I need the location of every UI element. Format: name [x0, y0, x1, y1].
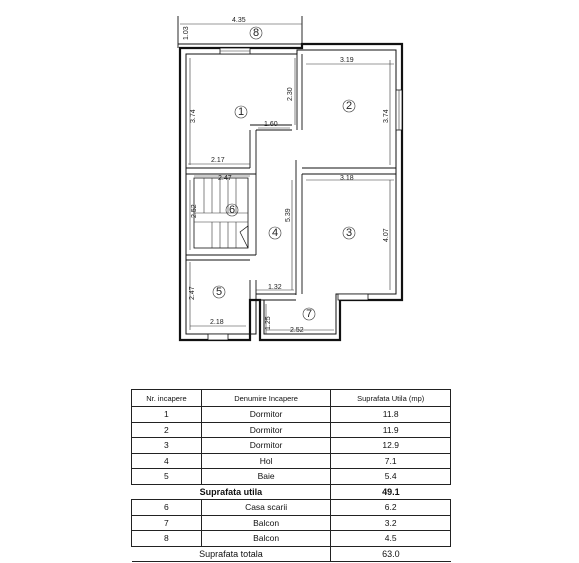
dim-3-19: 3.19: [340, 57, 354, 64]
cell-name: Casa scarii: [201, 500, 331, 516]
table-row: [132, 469, 451, 485]
cell-area: 3.2: [331, 515, 451, 531]
table-row: [132, 438, 451, 454]
summary-useful-value: 49.1: [331, 484, 451, 500]
cell-name: Dormitor: [201, 422, 331, 438]
cell-name: Dormitor: [201, 407, 331, 423]
dim-2-18: 2.18: [210, 319, 224, 326]
cell-nr: 3: [132, 438, 202, 454]
dim-2-52-bottom: 2.52: [290, 327, 304, 334]
dim-2-52: 2.52: [191, 204, 198, 218]
header-name: Denumire Incapere: [201, 390, 331, 407]
cell-nr: 4: [132, 453, 202, 469]
cell-nr: 7: [132, 515, 202, 531]
cell-name: Balcon: [201, 515, 331, 531]
room-3-number: 3: [345, 227, 353, 239]
table-header-row: [132, 390, 451, 407]
cell-nr: 8: [132, 531, 202, 547]
cell-nr: 5: [132, 469, 202, 485]
dim-4-07: 4.07: [383, 228, 390, 242]
table-row: [132, 515, 451, 531]
cell-area: 11.8: [331, 407, 451, 423]
cell-area: 12.9: [331, 438, 451, 454]
cell-nr: 1: [132, 407, 202, 423]
dim-1-03: 1.03: [183, 26, 190, 40]
dim-2-17: 2.17: [211, 157, 225, 164]
cell-area: 4.5: [331, 531, 451, 547]
dim-3-74-left: 3.74: [190, 109, 197, 123]
room-8-number: 8: [252, 27, 260, 39]
table-row: [132, 407, 451, 423]
summary-useful-row: [132, 484, 451, 500]
cell-area: 7.1: [331, 453, 451, 469]
dimension-labels: [183, 17, 390, 334]
cell-name: Hol: [201, 453, 331, 469]
table-row: [132, 453, 451, 469]
dim-1-25: 1.25: [265, 316, 272, 330]
room-5-number: 5: [215, 286, 223, 298]
dim-3-18: 3.18: [340, 175, 354, 182]
room-4-number: 4: [271, 227, 279, 239]
dim-2-30: 2.30: [287, 87, 294, 101]
dim-3-74-right: 3.74: [383, 109, 390, 123]
cell-area: 6.2: [331, 500, 451, 516]
cell-name: Dormitor: [201, 438, 331, 454]
room-1-number: 1: [237, 106, 245, 118]
cell-name: Balcon: [201, 531, 331, 547]
summary-total-value: 63.0: [331, 546, 451, 562]
summary-total-row: [132, 546, 451, 562]
cell-name: Baie: [201, 469, 331, 485]
cell-nr: 2: [132, 422, 202, 438]
table-row: [132, 531, 451, 547]
room-markers: [213, 27, 355, 320]
table-row: [132, 422, 451, 438]
dim-5-39: 5.39: [285, 208, 292, 222]
dim-1-32: 1.32: [268, 284, 282, 291]
summary-total-label: Suprafata totala: [132, 546, 331, 562]
dim-4-35: 4.35: [232, 17, 246, 24]
dim-2-47-top: 2.47: [218, 175, 232, 182]
table-row: [132, 500, 451, 516]
cell-area: 11.9: [331, 422, 451, 438]
header-nr: Nr. incapere: [132, 390, 202, 407]
header-area: Suprafata Utila (mp): [331, 390, 451, 407]
summary-useful-label: Suprafata utila: [132, 484, 331, 500]
room-2-number: 2: [345, 100, 353, 112]
dim-2-47-bottom: 2.47: [189, 286, 196, 300]
dim-1-60: 1.60: [264, 121, 278, 128]
staircase: [194, 178, 248, 248]
room-area-table: [131, 389, 451, 562]
room-7-number: 7: [305, 308, 313, 320]
cell-area: 5.4: [331, 469, 451, 485]
cell-nr: 6: [132, 500, 202, 516]
room-6-number: 6: [228, 204, 236, 216]
